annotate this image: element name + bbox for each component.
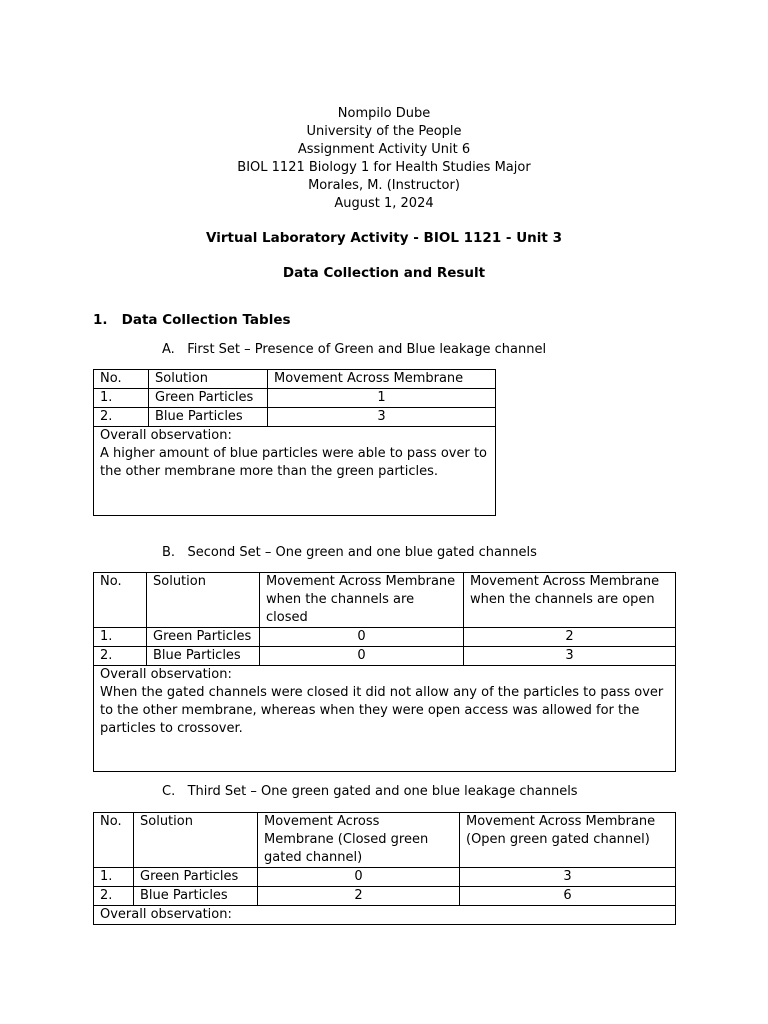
table-cell: 2 <box>258 887 460 906</box>
column-header: Movement Across Membrane (Open green gated channel) <box>460 813 676 868</box>
table-cell: 2. <box>94 647 147 666</box>
table-cell: Blue Particles <box>134 887 258 906</box>
observation-text: A higher amount of blue particles were able to pass over to the other membrane more than the green particles. <box>100 446 487 479</box>
column-header: No. <box>94 573 147 628</box>
column-header: No. <box>94 813 134 868</box>
set-a-table <box>93 369 496 516</box>
set-c-heading: C. Third Set – One green gated and one blue leakage channels <box>162 784 578 799</box>
observation-label: Overall observation: <box>100 667 232 682</box>
table-cell: Green Particles <box>147 628 260 647</box>
table-cell: 2 <box>464 628 676 647</box>
table-cell: 1. <box>94 389 149 408</box>
observation-cell <box>94 666 676 772</box>
observation-cell <box>94 906 676 925</box>
table-cell: 2. <box>94 887 134 906</box>
column-header: Movement Across Membrane <box>268 370 496 389</box>
set-b-table <box>93 572 676 772</box>
university-name: University of the People <box>306 124 462 139</box>
author-name: Nompilo Dube <box>337 106 431 121</box>
table-cell: 3 <box>268 408 496 427</box>
set-a-heading: A. First Set – Presence of Green and Blue leakage channel <box>162 342 547 357</box>
table-header-row <box>94 370 496 389</box>
table-cell: 3 <box>460 868 676 887</box>
observation-cell <box>94 427 496 516</box>
course-name: BIOL 1121 Biology 1 for Health Studies Major <box>237 160 531 175</box>
column-header: No. <box>94 370 149 389</box>
instructor-name: Morales, M. (Instructor) <box>308 178 460 193</box>
table-cell: Blue Particles <box>149 408 268 427</box>
set-c-table <box>93 812 676 925</box>
column-header: Solution <box>134 813 258 868</box>
column-header: Movement Across Membrane when the channels are closed <box>260 573 464 628</box>
table-cell: 1. <box>94 868 134 887</box>
table-cell: 0 <box>260 628 464 647</box>
table-cell: 2. <box>94 408 149 427</box>
table-cell: 6 <box>460 887 676 906</box>
table-cell: 1. <box>94 628 147 647</box>
assignment-name: Assignment Activity Unit 6 <box>297 142 471 157</box>
table-row <box>94 868 676 887</box>
table-cell: 0 <box>260 647 464 666</box>
secondary-title: Data Collection and Result <box>282 265 486 281</box>
table-cell: Green Particles <box>149 389 268 408</box>
table-cell: 3 <box>464 647 676 666</box>
column-header: Solution <box>149 370 268 389</box>
table-cell: 1 <box>268 389 496 408</box>
table-row <box>94 887 676 906</box>
table-row <box>94 628 676 647</box>
set-b-heading: B. Second Set – One green and one blue gated channels <box>162 545 537 560</box>
table-cell: 0 <box>258 868 460 887</box>
observation-row <box>94 906 676 925</box>
table-header-row <box>94 813 676 868</box>
table-cell: Blue Particles <box>147 647 260 666</box>
main-title: Virtual Laboratory Activity - BIOL 1121 - Unit 3 <box>206 230 562 246</box>
observation-label: Overall observation: <box>100 907 232 922</box>
section-heading: 1. Data Collection Tables <box>93 312 291 328</box>
observation-label: Overall observation: <box>100 428 232 443</box>
table-row <box>94 389 496 408</box>
document-header <box>0 105 768 213</box>
column-header: Movement Across Membrane (Closed green gated channel) <box>258 813 460 868</box>
column-header: Movement Across Membrane when the channels are open <box>464 573 676 628</box>
observation-row <box>94 666 676 772</box>
observation-text: When the gated channels were closed it did not allow any of the particles to pass over to the other membrane, whereas when they were open access was allowed for the particles to crossover. <box>100 685 664 736</box>
table-row <box>94 647 676 666</box>
column-header: Solution <box>147 573 260 628</box>
observation-row <box>94 427 496 516</box>
document-date: August 1, 2024 <box>334 196 434 211</box>
table-row <box>94 408 496 427</box>
table-cell: Green Particles <box>134 868 258 887</box>
table-header-row <box>94 573 676 628</box>
